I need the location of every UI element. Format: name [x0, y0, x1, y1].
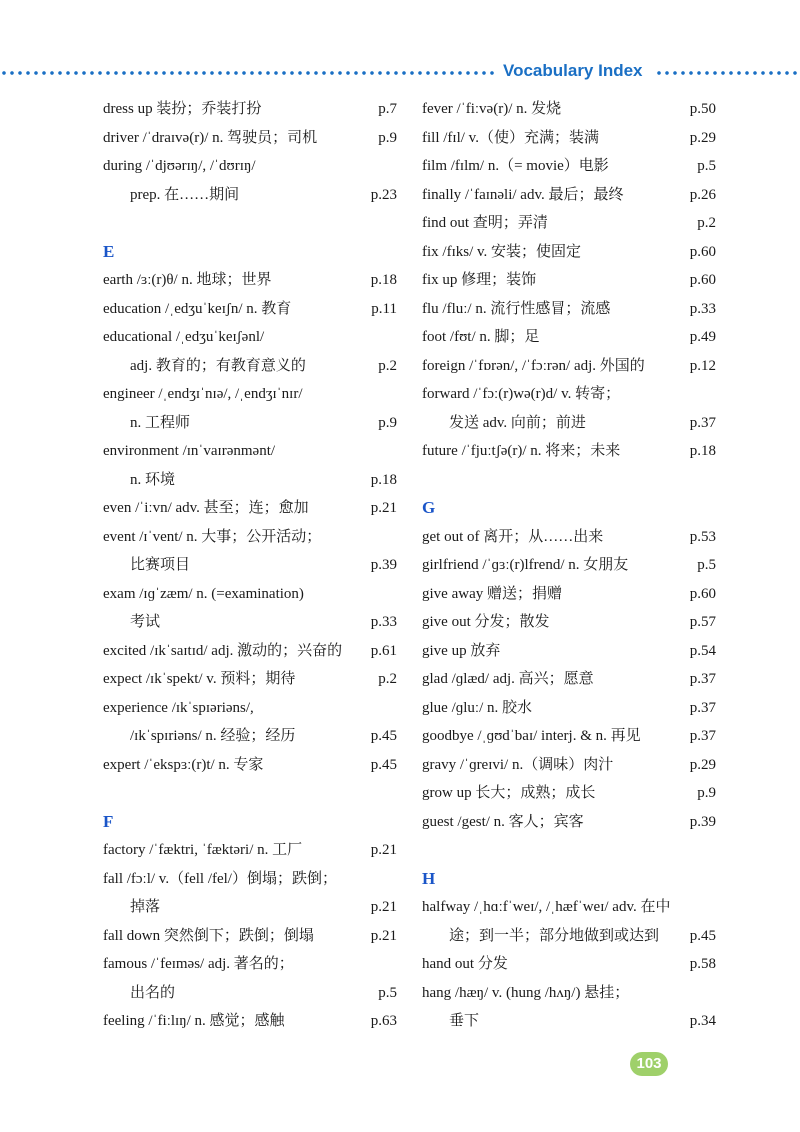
entry-page-ref: p.23 — [370, 186, 397, 203]
entry-text: find out 查明；弄清 — [422, 215, 548, 231]
entry-text: give up 放弃 — [422, 642, 501, 659]
entry-page-ref: p.21 — [370, 899, 397, 915]
entry-page-ref: p.9 — [697, 785, 716, 801]
entry-page-ref: p.45 — [689, 927, 716, 944]
entry-text: environment /ɪnˈvaɪrənmənt/ — [103, 443, 276, 459]
entry-page-ref: p.29 — [689, 756, 716, 773]
entry-page-ref: p.12 — [689, 357, 716, 374]
entry-text: halfway /ˌhɑːfˈweɪ/, /ˌhæfˈweɪ/ adv. 在中 — [422, 899, 671, 915]
entry-page-ref: p.26 — [689, 186, 716, 203]
entry-text: during /ˈdjʊərɪŋ/, /ˈdʊrɪŋ/ — [103, 158, 256, 174]
index-entry-line — [422, 779, 716, 808]
index-entry-line — [103, 751, 397, 780]
entry-page-ref: p.29 — [689, 129, 716, 146]
index-entry-line — [422, 751, 716, 780]
entry-page-ref: p.2 — [697, 215, 716, 231]
index-entry-line — [422, 608, 716, 637]
entry-page-ref: p.37 — [689, 699, 716, 716]
entry-text: foreign /ˈfɒrən/, /ˈfɔːrən/ adj. 外国的 — [422, 357, 645, 374]
index-entry-line — [422, 893, 716, 922]
entry-text: even /ˈiːvn/ adv. 甚至；连；愈加 — [103, 500, 309, 516]
entry-page-ref: p.63 — [370, 1013, 397, 1029]
entry-text: gravy /ˈɡreɪvi/ n.（调味）肉汁 — [422, 756, 614, 773]
entry-page-ref: p.37 — [689, 414, 716, 431]
entry-page-ref: p.5 — [378, 984, 397, 1001]
index-entry-line — [422, 380, 716, 409]
entry-text: give away 赠送；捐赠 — [422, 585, 562, 602]
left-column — [103, 95, 397, 1036]
entry-page-ref: p.11 — [371, 300, 397, 317]
entry-text: girlfriend /ˈɡɜː(r)lfrend/ n. 女朋友 — [422, 557, 629, 573]
index-entry-line — [103, 637, 397, 666]
entry-text: dress up 装扮；乔装打扮 — [103, 101, 262, 117]
entry-text: foot /fʊt/ n. 脚；足 — [422, 329, 540, 345]
entry-text: give out 分发；散发 — [422, 614, 550, 630]
index-entry-line — [103, 152, 397, 181]
entry-page-ref: p.37 — [689, 728, 716, 744]
entry-text: future /ˈfjuːtʃə(r)/ n. 将来；未来 — [422, 443, 621, 459]
index-entry-line — [422, 209, 716, 238]
entry-text: fix /fɪks/ v. 安装；使固定 — [422, 243, 582, 260]
section-spacer — [103, 779, 397, 808]
entry-text: 比赛项目 — [130, 557, 191, 573]
index-entry-line — [422, 637, 716, 666]
index-entry-line — [422, 665, 716, 694]
entry-text: feeling /ˈfiːlɪŋ/ n. 感觉；感触 — [103, 1013, 285, 1029]
entry-text: n. 工程师 — [130, 414, 191, 431]
entry-page-ref: p.49 — [689, 329, 716, 345]
entry-text: hang /hæŋ/ v. (hung /hʌŋ/) 悬挂； — [422, 984, 630, 1001]
entry-page-ref: p.33 — [689, 300, 716, 317]
entry-text: 出名的 — [130, 984, 176, 1001]
entry-page-ref: p.21 — [370, 842, 397, 858]
entry-text: hand out 分发 — [422, 956, 508, 972]
entry-page-ref: p.39 — [370, 557, 397, 573]
letter-label: F — [103, 811, 114, 831]
entry-page-ref: p.5 — [697, 557, 716, 573]
entry-page-ref: p.9 — [378, 129, 397, 146]
entry-page-ref: p.9 — [378, 414, 397, 431]
index-entry-line — [103, 665, 397, 694]
index-entry-line — [103, 266, 397, 295]
index-entry-line — [103, 352, 397, 381]
entry-page-ref: p.54 — [689, 642, 716, 659]
entry-page-ref: p.21 — [370, 927, 397, 944]
index-entry-line — [103, 295, 397, 324]
entry-page-ref: p.18 — [370, 471, 397, 488]
index-entry-line — [422, 922, 716, 951]
entry-text: /ɪkˈspɪriəns/ n. 经验；经历 — [130, 728, 296, 744]
index-entry-line — [422, 580, 716, 609]
entry-text: expert /ˈekspɜː(r)t/ n. 专家 — [103, 756, 264, 773]
index-entry-line — [103, 124, 397, 153]
index-entry-line — [103, 580, 397, 609]
index-entry-line — [422, 551, 716, 580]
index-entry-line — [103, 409, 397, 438]
letter-label: H — [422, 868, 436, 888]
index-entry-line — [422, 437, 716, 466]
section-letter-heading — [103, 238, 397, 267]
entry-page-ref: p.34 — [689, 1013, 716, 1029]
entry-page-ref: p.60 — [689, 272, 716, 288]
entry-text: prep. 在……期间 — [130, 186, 240, 203]
index-entry-line — [103, 181, 397, 210]
entry-page-ref: p.33 — [370, 614, 397, 630]
entry-text: fix up 修理；装饰 — [422, 272, 537, 288]
index-entry-line — [103, 95, 397, 124]
entry-text: engineer /ˌendʒɪˈnɪə/, /ˌendʒɪˈnɪr/ — [103, 386, 303, 402]
index-entry-line — [103, 523, 397, 552]
entry-page-ref: p.2 — [378, 357, 397, 374]
entry-text: educational /ˌedʒuˈkeɪʃənl/ — [103, 329, 265, 345]
entry-page-ref: p.18 — [689, 443, 716, 459]
header-dot-rule-left — [0, 71, 498, 75]
entry-text: fall down 突然倒下；跌倒；倒塌 — [103, 927, 314, 944]
index-entry-line — [103, 893, 397, 922]
letter-label: G — [422, 498, 436, 517]
index-entry-line — [103, 494, 397, 523]
index-entry-line — [422, 152, 716, 181]
index-entry-line — [103, 694, 397, 723]
index-entry-line — [103, 466, 397, 495]
index-entry-line — [422, 352, 716, 381]
section-spacer — [422, 466, 716, 495]
entry-text: event /ɪˈvent/ n. 大事；公开活动； — [103, 528, 322, 545]
entry-text: experience /ɪkˈspɪəriəns/, — [103, 699, 254, 716]
entry-page-ref: p.45 — [370, 756, 397, 773]
entry-text: adj. 教育的；有教育意义的 — [130, 357, 306, 374]
section-spacer — [422, 836, 716, 865]
index-entry-line — [422, 95, 716, 124]
entry-text: glad /ɡlæd/ adj. 高兴；愿意 — [422, 671, 594, 687]
entry-text: factory /ˈfæktri, ˈfæktəri/ n. 工厂 — [103, 842, 303, 858]
page-number-badge: 103 — [630, 1052, 668, 1076]
index-entry-line — [422, 1007, 716, 1036]
index-entry-line — [103, 437, 397, 466]
index-entry-line — [422, 979, 716, 1008]
entry-page-ref: p.61 — [370, 642, 397, 659]
index-entry-line — [422, 181, 716, 210]
entry-text: earth /ɜː(r)θ/ n. 地球；世界 — [103, 272, 272, 288]
entry-page-ref: p.57 — [689, 614, 716, 630]
right-column — [422, 95, 716, 1036]
section-spacer — [103, 209, 397, 238]
entry-text: glue /ɡluː/ n. 胶水 — [422, 699, 532, 716]
section-title: Vocabulary Index — [503, 61, 643, 80]
entry-text: 途；到一半；部分地做到或达到 — [449, 927, 660, 944]
entry-text: expect /ɪkˈspekt/ v. 预料；期待 — [103, 671, 296, 687]
entry-text: 考试 — [130, 614, 161, 630]
entry-text: fill /fɪl/ v.（使）充满；装满 — [422, 129, 599, 146]
header-dot-rule-right — [655, 71, 800, 75]
section-letter-heading — [422, 494, 716, 523]
index-entry-line — [103, 323, 397, 352]
entry-text: guest /gest/ n. 客人；宾客 — [422, 813, 584, 830]
index-entry-line — [422, 323, 716, 352]
entry-page-ref: p.58 — [689, 956, 716, 972]
entry-text: fall /fɔːl/ v.（fell /fel/）倒塌；跌倒； — [103, 870, 337, 887]
index-entry-line — [422, 124, 716, 153]
entry-text: 垂下 — [449, 1013, 480, 1029]
entry-page-ref: p.45 — [370, 728, 397, 744]
index-entry-line — [422, 694, 716, 723]
entry-text: 发送 adv. 向前；前进 — [449, 414, 586, 431]
index-entry-line — [103, 380, 397, 409]
page-header — [0, 60, 800, 86]
index-entry-line — [103, 1007, 397, 1036]
entry-text: excited /ɪkˈsaɪtɪd/ adj. 激动的；兴奋的 — [103, 642, 343, 659]
index-entry-line — [422, 523, 716, 552]
entry-text: famous /ˈfeɪməs/ adj. 著名的； — [103, 956, 294, 972]
section-letter-heading — [422, 865, 716, 894]
entry-text: driver /ˈdraɪvə(r)/ n. 驾驶员；司机 — [103, 129, 318, 146]
index-entry-line — [103, 608, 397, 637]
entry-page-ref: p.7 — [378, 101, 397, 117]
entry-page-ref: p.60 — [689, 243, 716, 260]
entry-text: film /fɪlm/ n.（= movie）电影 — [422, 158, 609, 174]
index-entry-line — [422, 266, 716, 295]
entry-text: fever /ˈfiːvə(r)/ n. 发烧 — [422, 101, 562, 117]
entry-text: goodbye /ˌɡʊdˈbaɪ/ interj. & n. 再见 — [422, 728, 641, 744]
index-entry-line — [103, 865, 397, 894]
index-entry-line — [103, 551, 397, 580]
index-entry-line — [422, 950, 716, 979]
entry-text: get out of 离开；从……出来 — [422, 528, 604, 545]
entry-text: forward /ˈfɔː(r)wə(r)d/ v. 转寄； — [422, 386, 621, 402]
entry-page-ref: p.5 — [697, 158, 716, 174]
section-letter-heading — [103, 808, 397, 837]
entry-text: n. 环境 — [130, 471, 176, 488]
index-entry-line — [103, 950, 397, 979]
entry-text: flu /fluː/ n. 流行性感冒；流感 — [422, 300, 611, 317]
entry-page-ref: p.2 — [378, 671, 397, 687]
index-entry-line — [422, 808, 716, 837]
entry-page-ref: p.21 — [370, 500, 397, 516]
index-entry-line — [422, 295, 716, 324]
index-entry-line — [422, 409, 716, 438]
entry-page-ref: p.60 — [689, 585, 716, 602]
entry-page-ref: p.53 — [689, 528, 716, 545]
index-entry-line — [103, 922, 397, 951]
entry-page-ref: p.39 — [689, 813, 716, 830]
index-entry-line — [103, 722, 397, 751]
index-entry-line — [103, 836, 397, 865]
index-entry-line — [103, 979, 397, 1008]
entry-text: education /ˌedʒuˈkeɪʃn/ n. 教育 — [103, 300, 292, 317]
index-entry-line — [422, 238, 716, 267]
letter-label: E — [103, 241, 115, 261]
entry-text: grow up 长大；成熟；成长 — [422, 785, 596, 801]
entry-page-ref: p.37 — [689, 671, 716, 687]
entry-page-ref: p.50 — [689, 101, 716, 117]
entry-page-ref: p.18 — [370, 272, 397, 288]
index-entry-line — [422, 722, 716, 751]
entry-text: exam /ɪɡˈzæm/ n. (=examination) — [103, 585, 304, 602]
entry-text: finally /ˈfaɪnəli/ adv. 最后；最终 — [422, 186, 624, 203]
entry-text: 掉落 — [130, 899, 161, 915]
